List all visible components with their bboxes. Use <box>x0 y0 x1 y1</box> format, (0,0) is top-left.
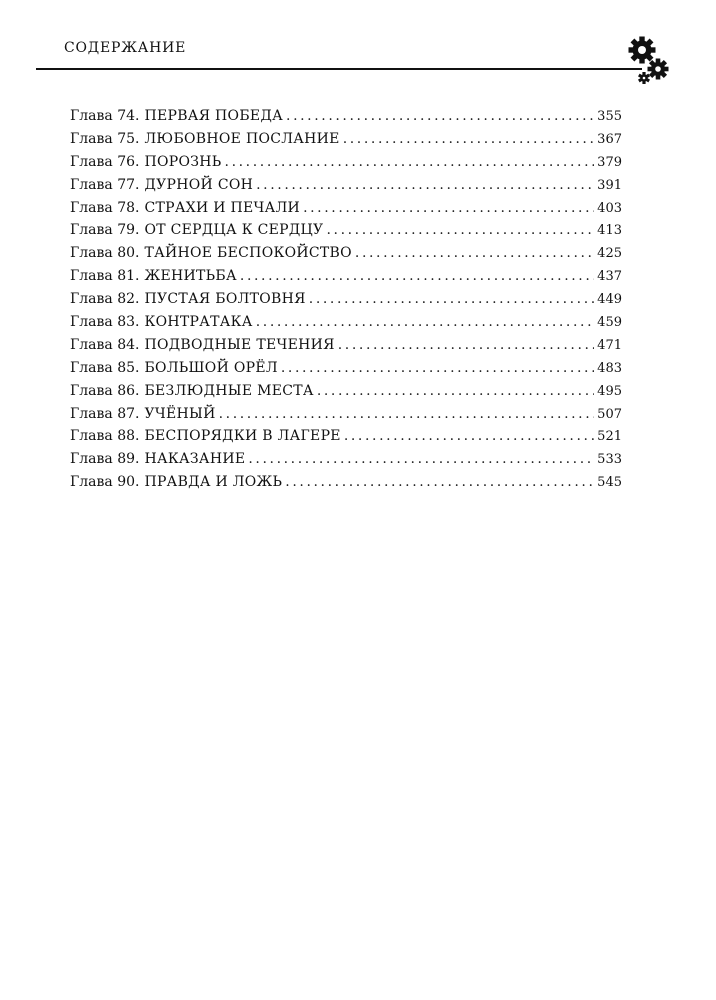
toc-dot-leader <box>248 448 594 471</box>
toc-entry <box>70 242 622 265</box>
toc-entry <box>70 174 622 197</box>
toc-chapter-number: Глава 83. <box>70 314 140 331</box>
toc-chapter-number: Глава 80. <box>70 245 140 262</box>
toc-entry <box>70 219 622 242</box>
toc-dot-leader <box>303 197 594 220</box>
toc-chapter-number: Глава 74. <box>70 108 140 124</box>
toc-chapter-number: Глава 90. <box>70 474 140 491</box>
toc-dot-leader <box>326 219 594 242</box>
toc-chapter-number: Глава 76. <box>70 153 140 170</box>
gears-ornament-icon <box>622 30 672 86</box>
toc-chapter-title: БЕСПОРЯДКИ В ЛАГЕРЕ <box>144 428 341 445</box>
toc-dot-leader <box>240 265 594 288</box>
toc-entry <box>70 151 622 174</box>
toc-chapter-title: КОНТРАТАКА <box>144 314 253 331</box>
toc-entry <box>70 425 622 448</box>
toc-chapter-title: ПЕРВАЯ ПОБЕДА <box>144 108 284 124</box>
toc-dot-leader <box>338 334 594 357</box>
toc-page-number: 545 <box>597 475 622 491</box>
toc-page-number: 403 <box>597 200 622 216</box>
toc-entry <box>70 105 622 128</box>
toc-chapter-title: ДУРНОЙ СОН <box>144 176 254 193</box>
toc-chapter-title: ПОДВОДНЫЕ ТЕЧЕНИЯ <box>144 336 335 353</box>
toc-entry <box>70 448 622 471</box>
toc-entry <box>70 334 622 357</box>
toc-page-number: 521 <box>597 429 622 445</box>
toc-dot-leader <box>225 151 595 174</box>
toc-chapter-number: Глава 81. <box>70 268 140 285</box>
header-divider <box>36 68 642 70</box>
toc-page-number: 507 <box>597 406 622 422</box>
toc-page-number: 391 <box>597 177 622 193</box>
toc-page-number: 355 <box>597 109 622 124</box>
toc-dot-leader <box>281 357 594 380</box>
toc-page-number: 379 <box>597 154 622 170</box>
toc-chapter-number: Глава 85. <box>70 359 140 376</box>
toc-chapter-number: Глава 86. <box>70 382 140 399</box>
toc-chapter-number: Глава 82. <box>70 291 140 308</box>
toc-dot-leader <box>309 288 594 311</box>
toc-entry <box>70 471 622 494</box>
toc-page-number: 425 <box>597 246 622 262</box>
toc-page-number: 459 <box>597 315 622 331</box>
toc-dot-leader <box>317 380 594 403</box>
toc-chapter-title: УЧЁНЫЙ <box>144 405 216 422</box>
toc-entry <box>70 403 622 426</box>
toc-chapter-title: ОТ СЕРДЦА К СЕРДЦУ <box>144 222 324 239</box>
toc-chapter-title: ЖЕНИТЬБА <box>144 268 237 285</box>
table-of-contents <box>70 105 622 494</box>
toc-dot-leader <box>286 105 594 128</box>
toc-entry <box>70 357 622 380</box>
toc-entry <box>70 380 622 403</box>
toc-dot-leader <box>219 403 595 426</box>
toc-chapter-number: Глава 87. <box>70 405 140 422</box>
toc-chapter-number: Глава 75. <box>70 130 140 147</box>
toc-page-number: 533 <box>597 452 622 468</box>
toc-entry <box>70 288 622 311</box>
toc-dot-leader <box>344 425 594 448</box>
toc-chapter-title: ПУСТАЯ БОЛТОВНЯ <box>144 291 306 308</box>
toc-dot-leader <box>285 471 594 494</box>
toc-entry <box>70 128 622 151</box>
page-header-title: СОДЕРЖАНИЕ <box>64 40 187 56</box>
toc-chapter-title: НАКАЗАНИЕ <box>144 451 246 468</box>
toc-dot-leader <box>256 311 594 334</box>
toc-chapter-number: Глава 84. <box>70 336 140 353</box>
toc-page-number: 471 <box>597 337 622 353</box>
toc-chapter-title: БЕЗЛЮДНЫЕ МЕСТА <box>144 382 314 399</box>
toc-page-number: 495 <box>597 383 622 399</box>
toc-entry <box>70 265 622 288</box>
toc-dot-leader <box>343 128 594 151</box>
toc-chapter-title: ПРАВДА И ЛОЖЬ <box>144 474 283 491</box>
toc-chapter-number: Глава 77. <box>70 176 140 193</box>
toc-chapter-number: Глава 78. <box>70 199 140 216</box>
toc-chapter-title: СТРАХИ И ПЕЧАЛИ <box>144 199 301 216</box>
toc-dot-leader <box>256 174 594 197</box>
toc-page-number: 483 <box>597 360 622 376</box>
toc-entry <box>70 311 622 334</box>
toc-chapter-number: Глава 79. <box>70 222 140 239</box>
toc-chapter-number: Глава 88. <box>70 428 140 445</box>
toc-page-number: 437 <box>597 269 622 285</box>
toc-entry <box>70 197 622 220</box>
toc-chapter-title: ТАЙНОЕ БЕСПОКОЙСТВО <box>144 245 352 262</box>
toc-chapter-title: БОЛЬШОЙ ОРЁЛ <box>144 359 278 376</box>
toc-page-number: 367 <box>597 131 622 147</box>
toc-chapter-title: ЛЮБОВНОЕ ПОСЛАНИЕ <box>144 130 340 147</box>
toc-chapter-title: ПОРОЗНЬ <box>144 153 222 170</box>
toc-chapter-number: Глава 89. <box>70 451 140 468</box>
toc-page-number: 449 <box>597 292 622 308</box>
toc-dot-leader <box>355 242 594 265</box>
toc-page-number: 413 <box>597 223 622 239</box>
